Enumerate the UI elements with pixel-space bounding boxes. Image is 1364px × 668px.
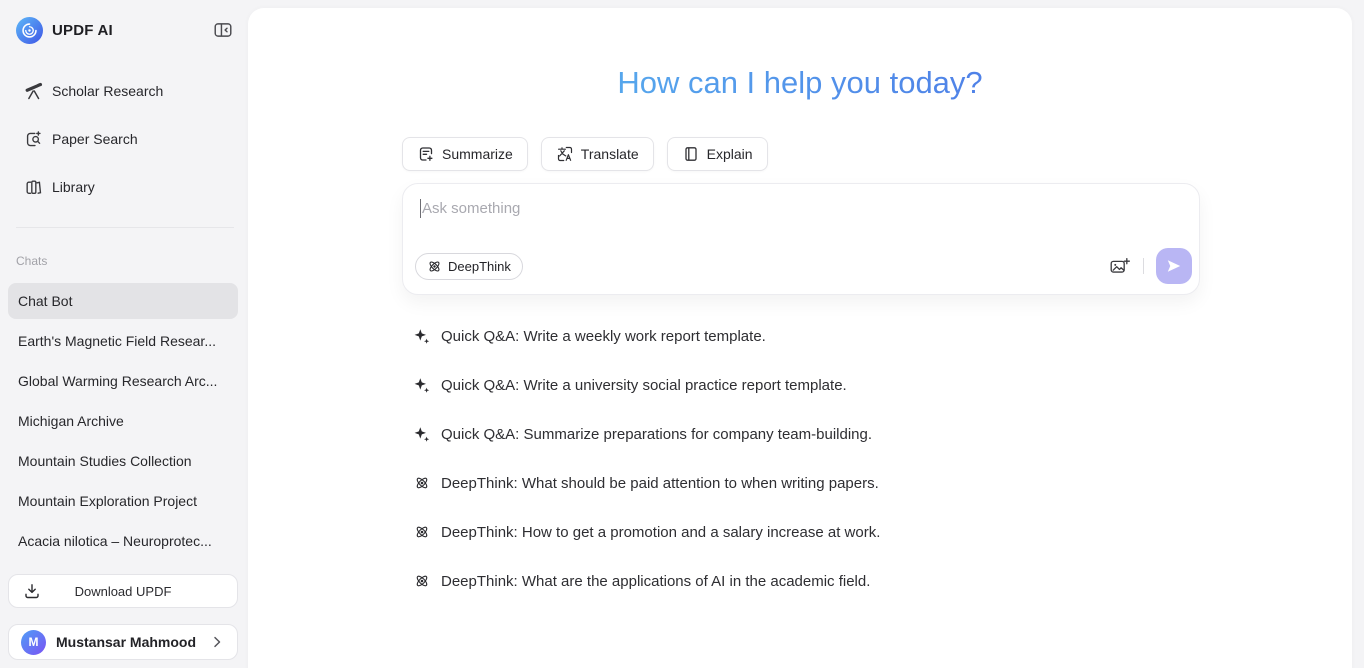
explain-label: Explain bbox=[706, 146, 753, 162]
translate-label: Translate bbox=[580, 146, 639, 162]
add-image-button[interactable] bbox=[1109, 255, 1131, 277]
nav-label: Paper Search bbox=[52, 131, 138, 147]
chat-item-michigan-archive[interactable]: Michigan Archive bbox=[18, 413, 124, 429]
suggestion-deepthink-ai-academic[interactable] bbox=[414, 570, 880, 592]
nav-label: Library bbox=[52, 179, 95, 195]
collapse-sidebar-button[interactable] bbox=[212, 20, 234, 40]
send-button[interactable] bbox=[1156, 248, 1192, 284]
suggestion-quick-qa-weekly-report[interactable] bbox=[414, 325, 880, 347]
chat-item-global-warming[interactable]: Global Warming Research Arc... bbox=[18, 373, 218, 389]
translate-button[interactable] bbox=[541, 137, 654, 171]
sidebar-header bbox=[16, 15, 234, 45]
deepthink-atom-icon bbox=[427, 259, 442, 274]
main-panel bbox=[248, 8, 1352, 668]
suggestion-text: Quick Q&A: Write a weekly work report template. bbox=[441, 327, 766, 345]
suggestion-text: Quick Q&A: Summarize preparations for company team-building. bbox=[441, 425, 873, 443]
chat-item-acacia-nilotica[interactable]: Acacia nilotica – Neuroprotec... bbox=[18, 533, 212, 549]
updf-ai-logo-icon bbox=[16, 17, 43, 44]
chats-section-label: Chats bbox=[16, 254, 48, 268]
text-caret bbox=[420, 199, 421, 218]
sidebar-item-paper-search[interactable] bbox=[8, 115, 240, 163]
sparkle-icon bbox=[414, 328, 430, 344]
download-updf-label: Download UPDF bbox=[74, 583, 172, 599]
ask-input-placeholder: Ask something bbox=[422, 199, 521, 217]
suggestion-list bbox=[414, 325, 880, 592]
collapse-sidebar-icon bbox=[213, 20, 233, 40]
paper-search-icon bbox=[24, 130, 43, 149]
user-profile-card[interactable] bbox=[8, 624, 238, 660]
deepthink-atom-icon bbox=[414, 475, 430, 491]
suggestion-text: DeepThink: What should be paid attention to when writing papers. bbox=[441, 474, 879, 492]
summarize-button[interactable] bbox=[402, 137, 528, 171]
sidebar-item-scholar-research[interactable] bbox=[8, 67, 240, 115]
suggestion-quick-qa-university-report[interactable] bbox=[414, 374, 880, 396]
user-avatar: M bbox=[21, 630, 46, 655]
suggestion-text: Quick Q&A: Write a university social practice report template. bbox=[441, 376, 847, 394]
add-image-icon bbox=[1109, 256, 1131, 276]
sidebar-item-library[interactable] bbox=[8, 163, 240, 211]
sparkle-icon bbox=[414, 426, 430, 442]
app-title: UPDF AI bbox=[52, 21, 113, 39]
explain-button[interactable] bbox=[667, 137, 768, 171]
chat-item-mountain-studies[interactable]: Mountain Studies Collection bbox=[18, 453, 192, 469]
sidebar-divider bbox=[16, 227, 234, 228]
ask-input[interactable] bbox=[420, 197, 1182, 219]
nav-label: Scholar Research bbox=[52, 83, 164, 99]
toolbar-separator bbox=[1143, 258, 1144, 274]
suggestion-deepthink-writing-papers[interactable] bbox=[414, 472, 880, 494]
suggestion-text: DeepThink: What are the applications of AI in the academic field. bbox=[441, 572, 871, 590]
download-updf-button[interactable] bbox=[8, 574, 238, 608]
composer-toolbar bbox=[415, 248, 1192, 284]
chat-composer bbox=[402, 183, 1200, 295]
summarize-icon bbox=[417, 145, 435, 163]
sidebar-bottom bbox=[8, 574, 238, 660]
translate-icon bbox=[556, 145, 574, 163]
download-icon bbox=[23, 582, 41, 600]
composer-right-controls bbox=[1109, 248, 1192, 284]
telescope-icon bbox=[24, 82, 43, 101]
library-icon bbox=[24, 178, 43, 197]
deepthink-toggle[interactable] bbox=[415, 253, 523, 280]
sidebar bbox=[0, 0, 248, 668]
explain-icon bbox=[682, 145, 700, 163]
chat-list bbox=[8, 283, 238, 563]
deepthink-label: DeepThink bbox=[448, 258, 511, 274]
suggestion-deepthink-promotion[interactable] bbox=[414, 521, 880, 543]
deepthink-atom-icon bbox=[414, 573, 430, 589]
chat-item-earths-magnetic-field[interactable]: Earth's Magnetic Field Resear... bbox=[18, 333, 216, 349]
quick-action-buttons bbox=[402, 137, 768, 171]
deepthink-atom-icon bbox=[414, 524, 430, 540]
suggestion-text: DeepThink: How to get a promotion and a salary increase at work. bbox=[441, 523, 881, 541]
send-icon bbox=[1166, 258, 1182, 274]
summarize-label: Summarize bbox=[442, 146, 513, 162]
sidebar-nav bbox=[8, 67, 240, 211]
user-name: Mustansar Mahmood bbox=[56, 634, 197, 650]
page-title: How can I help you today? bbox=[248, 65, 1352, 101]
sparkle-icon bbox=[414, 377, 430, 393]
chat-item-mountain-exploration[interactable]: Mountain Exploration Project bbox=[18, 493, 197, 509]
suggestion-quick-qa-team-building[interactable] bbox=[414, 423, 880, 445]
chat-item-chat-bot[interactable]: Chat Bot bbox=[8, 283, 238, 319]
chevron-right-icon bbox=[209, 634, 225, 650]
